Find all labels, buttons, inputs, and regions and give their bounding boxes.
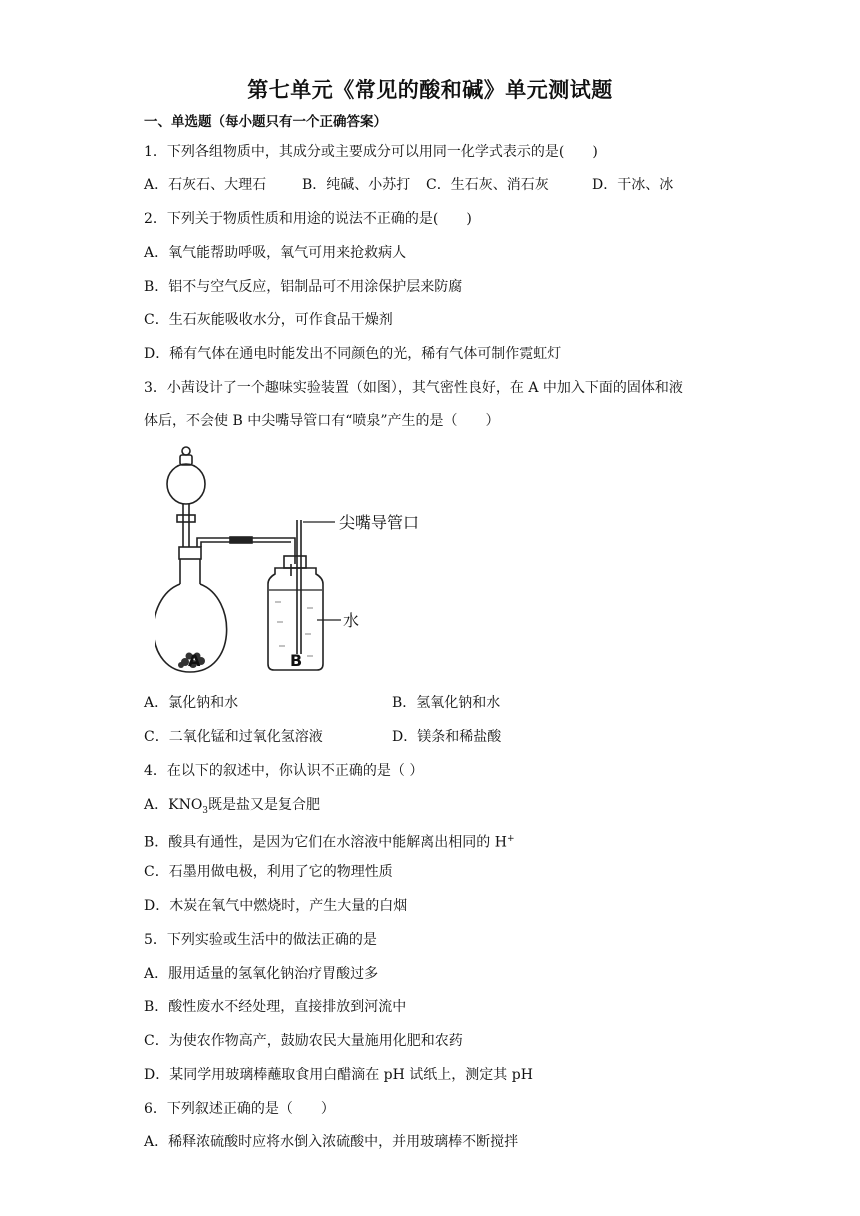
page-title: 第七单元《常见的酸和碱》单元测试题 [247, 78, 613, 102]
apparatus-figure [155, 442, 455, 674]
flask-stopper [179, 547, 201, 559]
question-2-stem: 2．下列关于物质性质和用途的说法不正确的是( ) [144, 211, 472, 227]
question-4-stem: 4．在以下的叙述中，你认识不正确的是（ ） [144, 763, 424, 779]
q4-option-a [144, 795, 320, 821]
label-b: B [290, 651, 303, 670]
q2-option-c: C．生石灰能吸收水分，可作食品干燥剂 [144, 312, 393, 328]
q4-option-d: D．木炭在氧气中燃烧时，产生大量的白烟 [144, 898, 408, 914]
q1-option-b: B．纯碱、小苏打 [302, 177, 411, 193]
q2-option-b: B．铝不与空气反应，铝制品可不用涂保护层来防腐 [144, 279, 463, 295]
q4-option-c: C．石墨用做电极，利用了它的物理性质 [144, 864, 393, 880]
question-3-stem-line-2: 体后，不会使 B 中尖嘴导管口有“喷泉”产生的是（ ） [144, 413, 500, 429]
rubber-tube [230, 537, 252, 543]
q4-option-a-subscript: 3 [202, 805, 209, 816]
q1-option-d: D．干冰、冰 [592, 177, 674, 193]
q6-option-a: A．稀释浓硫酸时应将水倒入浓硫酸中，并用玻璃棒不断搅拌 [144, 1134, 519, 1150]
question-1-stem: 1．下列各组物质中，其成分或主要成分可以用同一化学式表示的是( ) [144, 144, 598, 160]
funnel-bulb [167, 464, 205, 504]
q1-option-c: C．生石灰、消石灰 [426, 177, 549, 193]
label-water: 水 [343, 611, 360, 630]
q5-option-d: D．某同学用玻璃棒蘸取食用白醋滴在 pH 试纸上，测定其 pH [144, 1067, 533, 1083]
stopcock [177, 515, 195, 522]
q5-option-c: C．为使农作物高产，鼓励农民大量施用化肥和农药 [144, 1033, 463, 1049]
q4-option-b-text: B．酸具有通性，是因为它们在水溶液中能解离出相同的 H [144, 834, 507, 851]
question-5-stem: 5．下列实验或生活中的做法正确的是 [144, 932, 377, 948]
q2-option-a: A．氧气能帮助呼吸，氧气可用来抢救病人 [144, 245, 407, 261]
q2-option-d: D．稀有气体在通电时能发出不同颜色的光，稀有气体可制作霓虹灯 [144, 346, 562, 362]
q3-option-d: D．镁条和稀盐酸 [392, 729, 502, 745]
question-6-stem: 6．下列叙述正确的是（ ） [144, 1101, 335, 1117]
q3-option-c: C．二氧化锰和过氧化氢溶液 [144, 729, 323, 745]
section-heading: 一、单选题（每小题只有一个正确答案） [144, 114, 387, 130]
q5-option-b: B．酸性废水不经处理，直接排放到河流中 [144, 999, 407, 1015]
funnel-stopper [182, 447, 190, 455]
question-3-stem-line-1: 3．小茜设计了一个趣味实验装置（如图），其气密性良好，在 A 中加入下面的固体和液 [144, 380, 683, 396]
q4-option-a-suffix: 既是盐又是复合肥 [208, 797, 321, 813]
q3-option-b: B．氢氧化钠和水 [392, 695, 501, 711]
label-nozzle: 尖嘴导管口 [339, 513, 420, 532]
q4-option-a-prefix: A．KNO [144, 797, 203, 813]
q1-option-a: A．石灰石、大理石 [144, 177, 267, 193]
q4-option-b [144, 829, 515, 853]
q5-option-a: A．服用适量的氢氧化钠治疗胃酸过多 [144, 966, 379, 982]
q3-option-a: A．氯化钠和水 [144, 695, 239, 711]
q4-option-b-superscript: + [506, 834, 515, 844]
label-a: A [188, 651, 201, 670]
